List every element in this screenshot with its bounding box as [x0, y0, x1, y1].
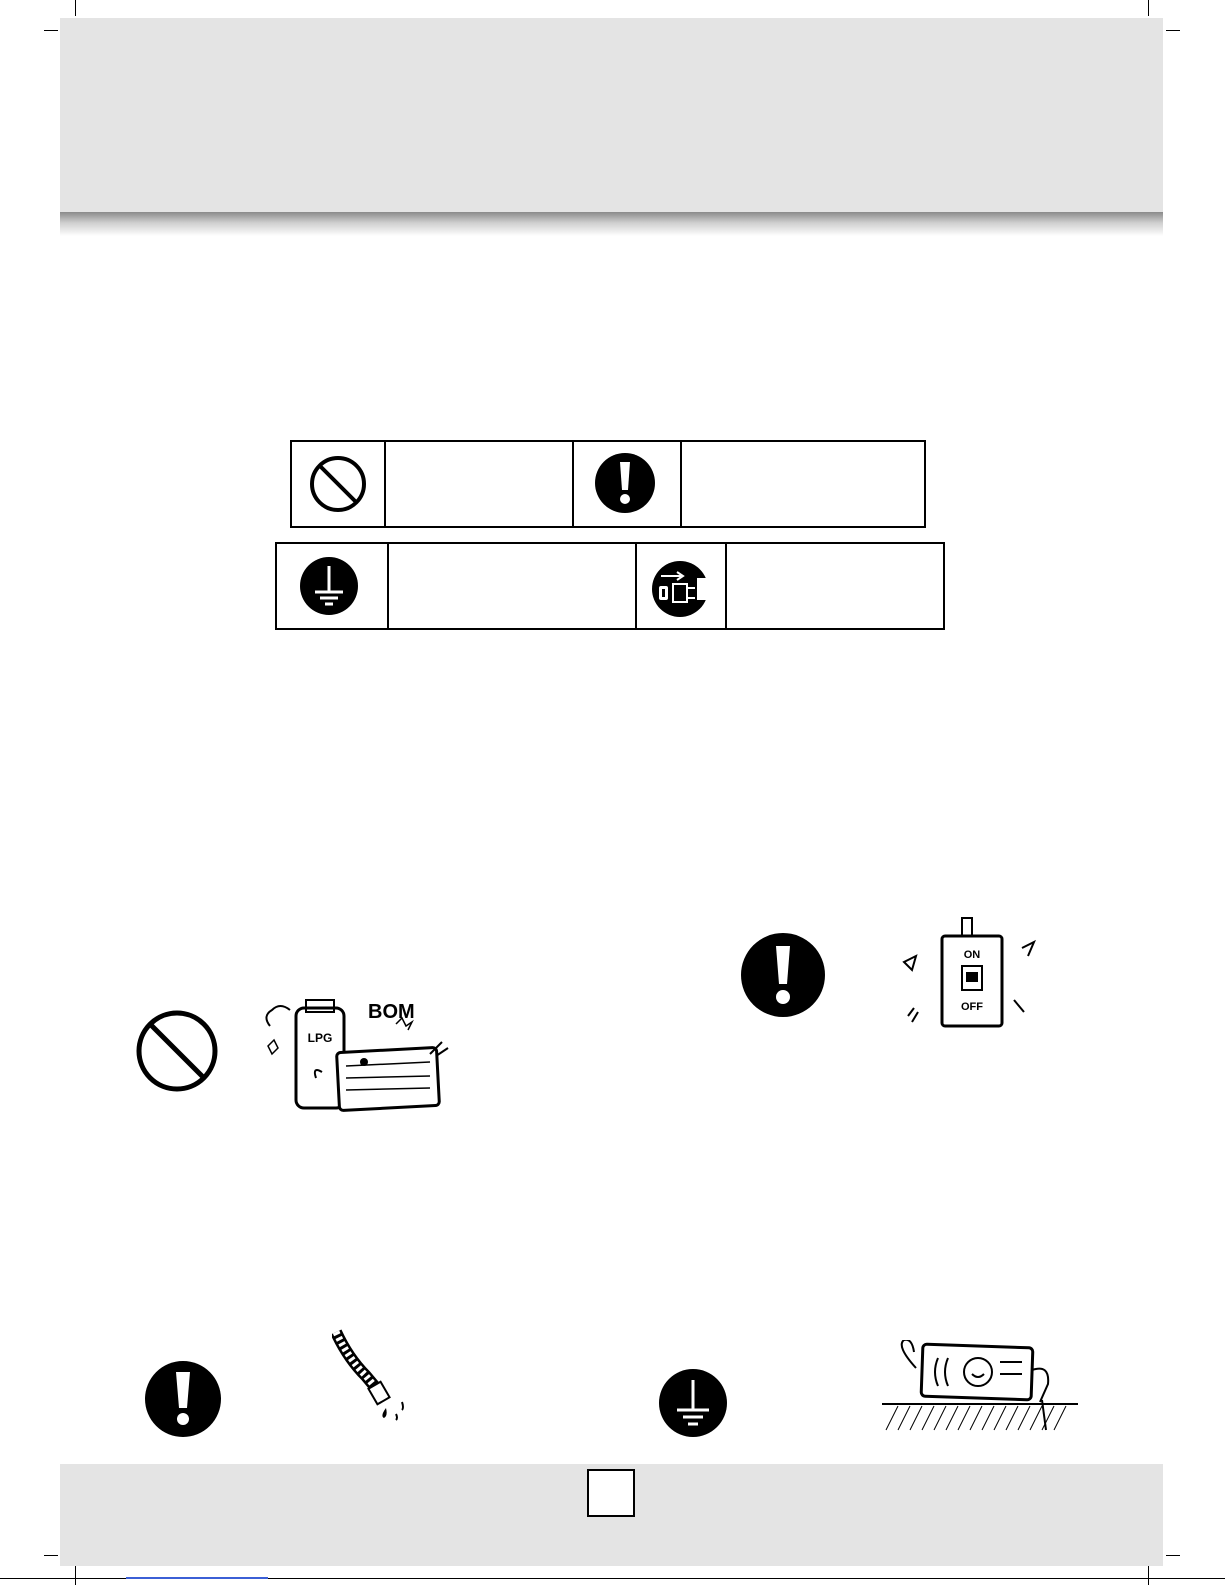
ground-icon	[658, 1368, 728, 1438]
switch-on-label: ON	[963, 949, 981, 961]
crop-mark	[1166, 1555, 1180, 1556]
lpg-label: LPG	[307, 1031, 333, 1045]
ground-icon	[299, 556, 359, 616]
crop-mark	[1148, 0, 1149, 16]
lpg-explosion-illustration	[260, 996, 452, 1126]
legend-row-1	[290, 440, 926, 528]
header-shadow	[60, 212, 1163, 236]
power-switch-illustration	[902, 916, 1042, 1030]
prohibited-icon	[134, 1008, 220, 1094]
divider	[387, 544, 389, 628]
switch-off-label: OFF	[961, 1001, 983, 1013]
unplug-icon	[651, 560, 709, 618]
bom-label: BOM	[368, 1001, 415, 1023]
crop-mark	[75, 0, 76, 16]
crop-mark	[44, 30, 58, 31]
link-underline	[126, 1577, 268, 1579]
divider	[725, 544, 727, 628]
divider	[680, 442, 682, 526]
prohibited-icon	[308, 454, 368, 514]
crop-mark	[44, 1555, 58, 1556]
grounded-unit-illustration	[882, 1340, 1078, 1434]
divider	[384, 442, 386, 526]
crop-mark	[1148, 1566, 1149, 1585]
drain-hose-illustration	[332, 1328, 428, 1424]
mandatory-icon	[144, 1360, 222, 1438]
divider	[635, 544, 637, 628]
legend-row-2	[275, 542, 945, 630]
header-band	[60, 18, 1163, 214]
page-number	[587, 1469, 635, 1517]
mandatory-icon	[740, 932, 826, 1018]
crop-mark	[75, 1566, 76, 1585]
divider	[572, 442, 574, 526]
mandatory-icon	[594, 452, 656, 514]
crop-mark	[1166, 30, 1180, 31]
